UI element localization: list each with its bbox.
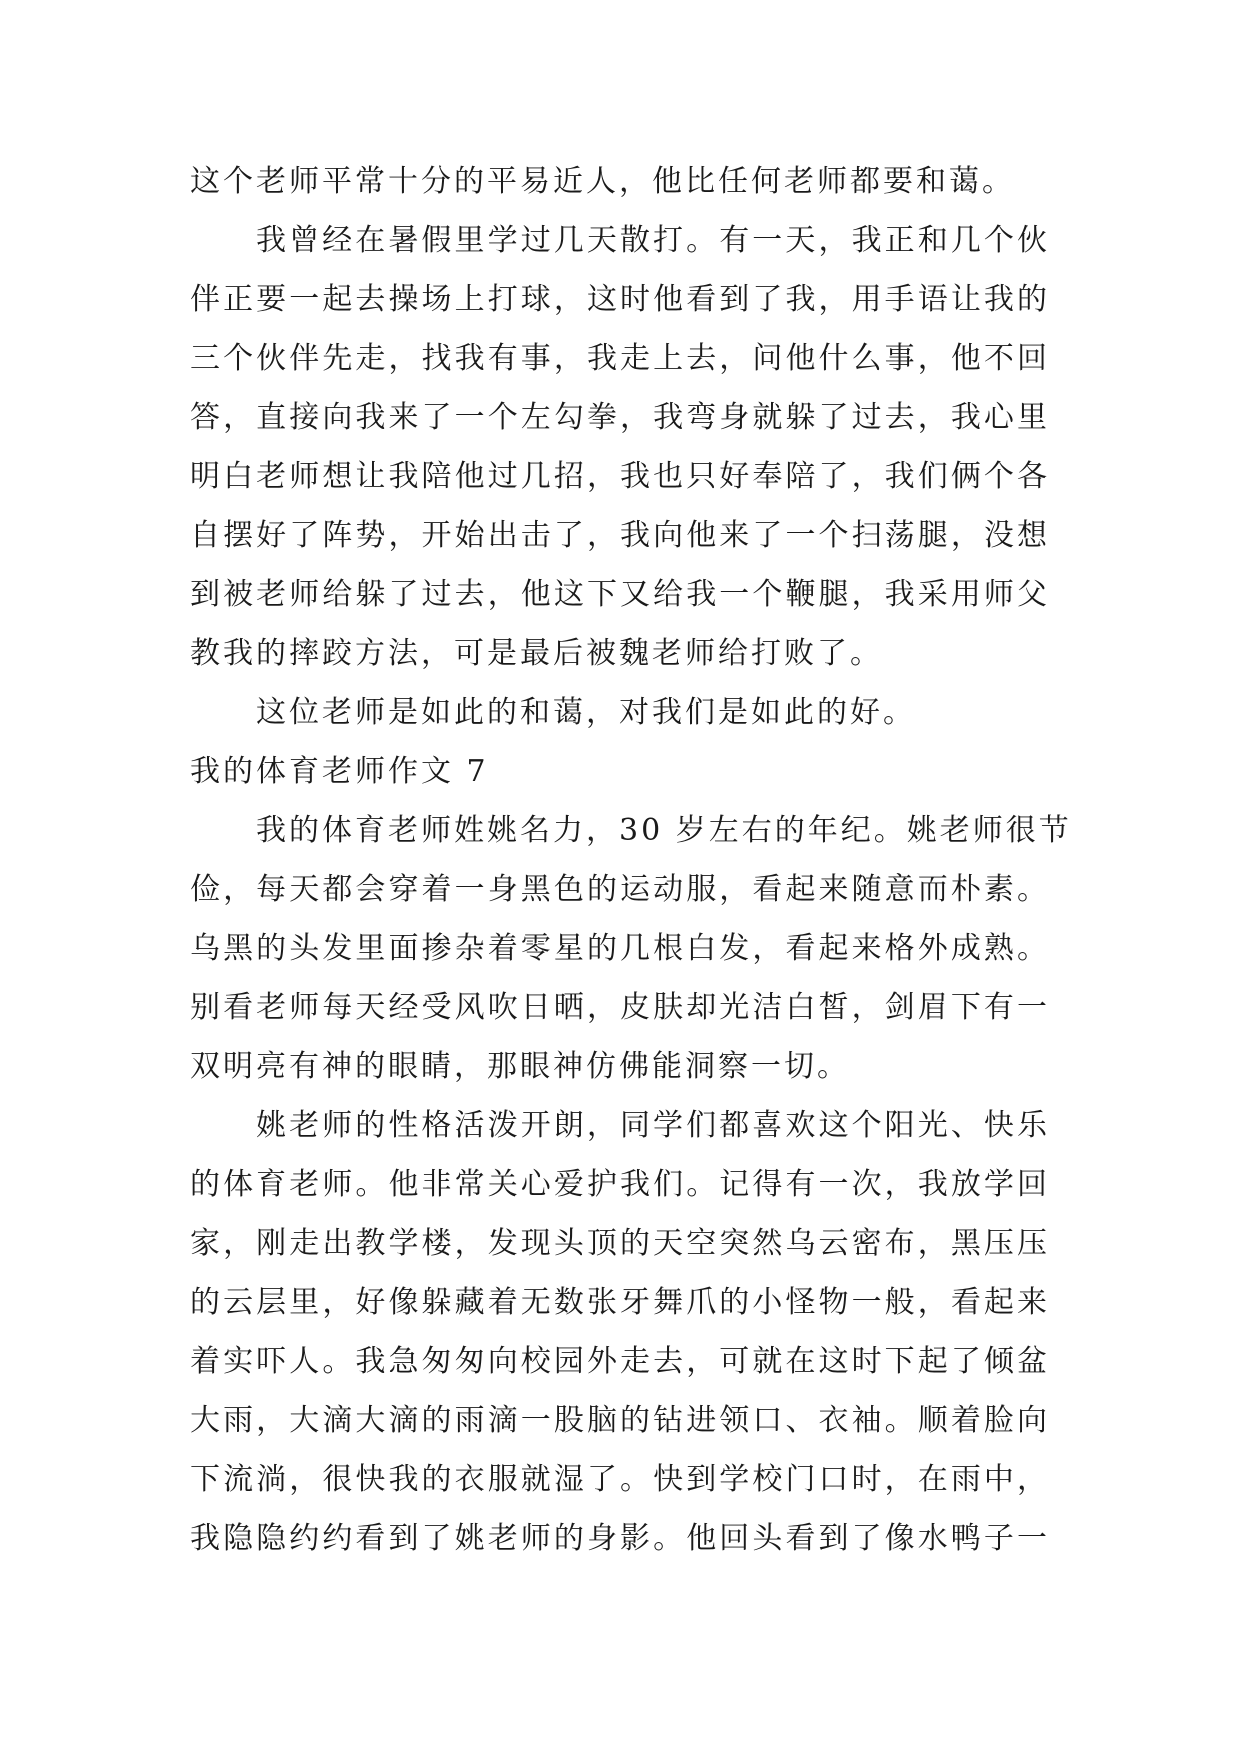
text-line: 姚老师的性格活泼开朗，同学们都喜欢这个阳光、快乐 bbox=[256, 1108, 1050, 1143]
text-line: 的云层里，好像躲藏着无数张牙舞爪的小怪物一般，看起来 bbox=[190, 1285, 1050, 1320]
text-line: 家，刚走出教学楼，发现头顶的天空突然乌云密布，黑压压 bbox=[190, 1226, 1050, 1261]
text-line: 下流淌，很快我的衣服就湿了。快到学校门口时，在雨中， bbox=[190, 1462, 1050, 1497]
section-heading: 我的体育老师作文 7 bbox=[190, 754, 489, 789]
text-line: 乌黑的头发里面掺杂着零星的几根白发，看起来格外成熟。 bbox=[190, 931, 1050, 966]
text-line: 三个伙伴先走，找我有事，我走上去，问他什么事，他不回 bbox=[190, 341, 1050, 376]
text-line: 我隐隐约约看到了姚老师的身影。他回头看到了像水鸭子一 bbox=[190, 1521, 1050, 1556]
text-line: 到被老师给躲了过去，他这下又给我一个鞭腿，我采用师父 bbox=[190, 577, 1050, 612]
text-line: 俭，每天都会穿着一身黑色的运动服，看起来随意而朴素。 bbox=[190, 872, 1050, 907]
text-line: 教我的摔跤方法，可是最后被魏老师给打败了。 bbox=[190, 636, 883, 671]
text-line: 着实吓人。我急匆匆向校园外走去，可就在这时下起了倾盆 bbox=[190, 1344, 1050, 1379]
text-line: 大雨，大滴大滴的雨滴一股脑的钻进领口、衣袖。顺着脸向 bbox=[190, 1403, 1050, 1438]
text-line: 明白老师想让我陪他过几招，我也只好奉陪了，我们俩个各 bbox=[190, 459, 1050, 494]
text-line: 我曾经在暑假里学过几天散打。有一天，我正和几个伙 bbox=[256, 223, 1050, 258]
text-line: 这个老师平常十分的平易近人，他比任何老师都要和蔼。 bbox=[190, 164, 1015, 199]
text-line: 答，直接向我来了一个左勾拳，我弯身就躲了过去，我心里 bbox=[190, 400, 1050, 435]
text-line: 的体育老师。他非常关心爱护我们。记得有一次，我放学回 bbox=[190, 1167, 1050, 1202]
text-line: 伴正要一起去操场上打球，这时他看到了我，用手语让我的 bbox=[190, 282, 1050, 317]
text-line: 双明亮有神的眼睛，那眼神仿佛能洞察一切。 bbox=[190, 1049, 850, 1084]
text-line: 自摆好了阵势，开始出击了，我向他来了一个扫荡腿，没想 bbox=[190, 518, 1050, 553]
document-body bbox=[190, 152, 1072, 1568]
text-line: 我的体育老师姓姚名力，30 岁左右的年纪。姚老师很节 bbox=[256, 813, 1072, 848]
text-line: 这位老师是如此的和蔼，对我们是如此的好。 bbox=[256, 695, 916, 730]
text-line: 别看老师每天经受风吹日晒，皮肤却光洁白皙，剑眉下有一 bbox=[190, 990, 1050, 1025]
